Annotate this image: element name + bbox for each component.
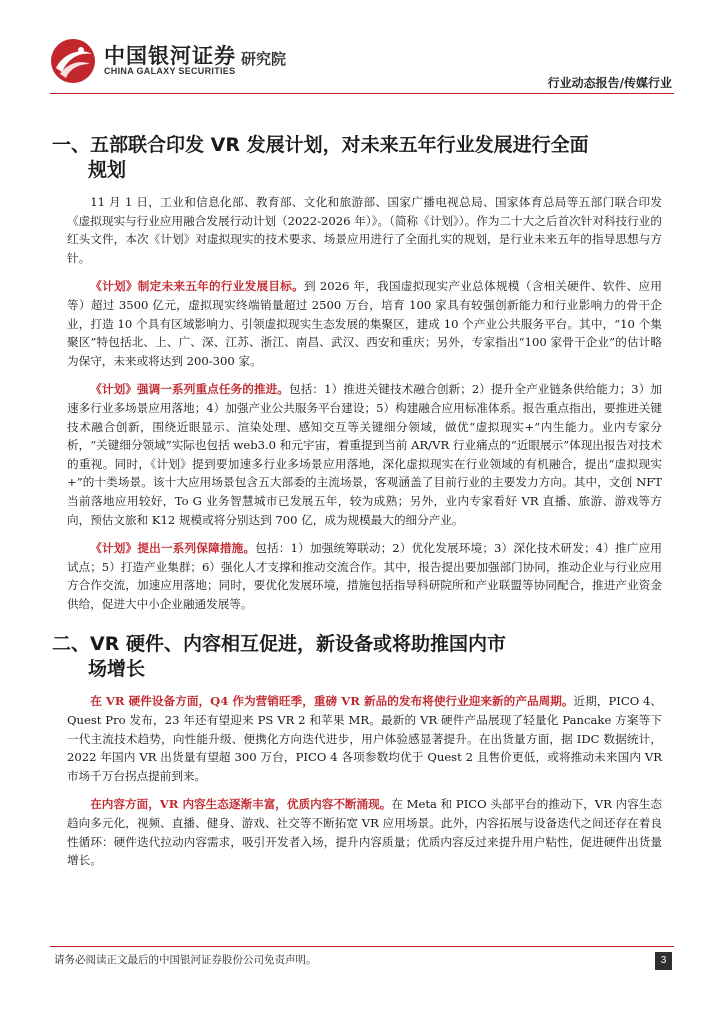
paragraph-lead: 《计划》制定未来五年的行业发展目标。: [90, 279, 305, 294]
section-heading-2: 二、VR 硬件、内容相互促进，新设备或将助推国内市场增长: [52, 633, 506, 681]
company-name-en: CHINA GALAXY SECURITIES: [104, 66, 236, 76]
paragraph-lead: 在 VR 硬件设备方面，Q4 作为营销旺季，重磅 VR 新品的发布将使行业迎来新的产品周期。: [90, 694, 574, 709]
disclaimer-text: 请务必阅读正文最后的中国银河证券股份公司免责声明。: [54, 954, 317, 966]
section-2-paragraph-1: [52, 692, 672, 785]
report-body: [52, 133, 672, 870]
section-1-paragraph-1: [52, 193, 672, 267]
page-number: 3: [655, 952, 672, 970]
paragraph-lead: 在内容方面，VR 内容生态逐渐丰富，优质内容不断涌现。: [90, 797, 392, 812]
report-type-label: 行业动态报告/传媒行业: [547, 76, 672, 90]
institute-label: 研究院: [241, 50, 287, 68]
section-2-paragraph-2: [52, 795, 672, 869]
paragraph-text: 包括：1）推进关键技术融合创新；2）提升全产业链条供给能力；3）加速多行业多场景应用落地；4）加强产业公共服务平台建设；5）构建融合应用标准体系。报告重点指出，要推进关键技术融合创新，围绕近眼显示、渲染处理、感知交互等关键细分领域，做优“虚拟现实+”内生能力。业内专家分析，“关键细分领域”实际也包括 web3.0 和元宇宙，着重提到当前 AR/VR 行业痛点的“近眼展示”体现出报告对技术的重视。同时，《计划》提到要加速多行业多场景应用落地，深化虚拟现实在行业领域的有机融合，提出“虚拟现实+”的十类场景。该十大应用场景包含五大部委的主流场景，客观涵盖了目前行业的主要发力方向。其中，文创 NFT 当前落地应用较好，To G 业务智慧城市已发展五年，较为成熟；另外，业内专家看好 VR 直播、旅游、游戏等方向，预估文旅和 K12 规模或将分别达到 700 亿，成为规模最大的细分产业。: [67, 382, 662, 527]
paragraph-text: 到 2026 年，我国虚拟现实产业总体规模（含相关硬件、软件、应用等）超过 3500 亿元，虚拟现实终端销量超过 2500 万台，培育 100 家具有较强创新能力和行业影响力的骨干企业，打造 10 个具有区域影响力、引领虚拟现实生态发展的集聚区，建成 10 个产业公共服务平台。其中，“10 个集聚区”特包括北、上、广、深、江苏、浙江、南昌、武汉、西安和重庆；另外，专家指出“100 家骨干企业”的估计略为保守，未来或将达到 200-300 家。: [67, 279, 662, 368]
company-name-cn: 中国银河证券: [104, 44, 236, 68]
galaxy-logo-icon: [50, 38, 96, 84]
paragraph-text: 在 Meta 和 PICO 头部平台的推动下，VR 内容生态趋向多元化，视频、直播、健身、游戏、社交等不断拓宽 VR 应用场景。此外，内容拓展与设备迭代之间还存在着良性循环：硬件迭代拉动内容需求，吸引开发者入场，提升内容质量；优质内容反过来提升用户粘性，促进硬件出货量增长。: [67, 797, 662, 868]
section-1-paragraph-4: [52, 539, 672, 613]
paragraph-text: 11 月 1 日，工业和信息化部、教育部、文化和旅游部、国家广播电视总局、国家体育总局等五部门联合印发《虚拟现实与行业应用融合发展行动计划（2022-2026 年）》。（简称《计划》）。作为二十大之后首次针对科技行业的红头文件，本次《计划》对虚拟现实的技术要求、场景应用进行了全面扎实的规划，是行业未来五年的指导思想与方针。: [67, 195, 662, 265]
section-heading-1: 一、五部联合印发 VR 发展计划，对未来五年行业发展进行全面规划: [52, 134, 589, 181]
header-divider: [50, 93, 674, 94]
section-1-paragraph-2: [52, 277, 672, 370]
section-1-paragraph-3: [52, 380, 672, 529]
paragraph-lead: 《计划》强调一系列重点任务的推进。: [90, 382, 290, 397]
paragraph-lead: 《计划》提出一系列保障措施。: [90, 541, 256, 556]
paragraph-text: 近期，PICO 4、Quest Pro 发布，23 年还有望迎来 PS VR 2 和苹果 MR。最新的 VR 硬件产品展现了轻量化 Pancake 方案等下一代主流技术趋势，向性能升级、便携化方向迭代进步，用户体验感显著提升。在出货量方面，据 IDC 数据统计，2022 年国内 VR 出货量有望超 300 万台，PICO 4 各项参数均优于 Quest 2 且售价更低，或将推动未来国内 VR 市场千万台拐点提前到来。: [67, 694, 662, 783]
page-header: [0, 0, 724, 96]
footer-divider: [50, 946, 674, 947]
paragraph-text: 包括：1）加强统筹联动；2）优化发展环境；3）深化技术研发；4）推广应用试点；5）打造产业集群；6）强化人才支撑和推动交流合作。其中，报告提出要加强部门协同，推动企业与行业应用方合作交流，加速应用落地；同时，要优化发展环境，措施包括指导科研院所和产业联盟等协同配合，推进产业资金供给，促进大中小企业融通发展等。: [67, 541, 662, 611]
